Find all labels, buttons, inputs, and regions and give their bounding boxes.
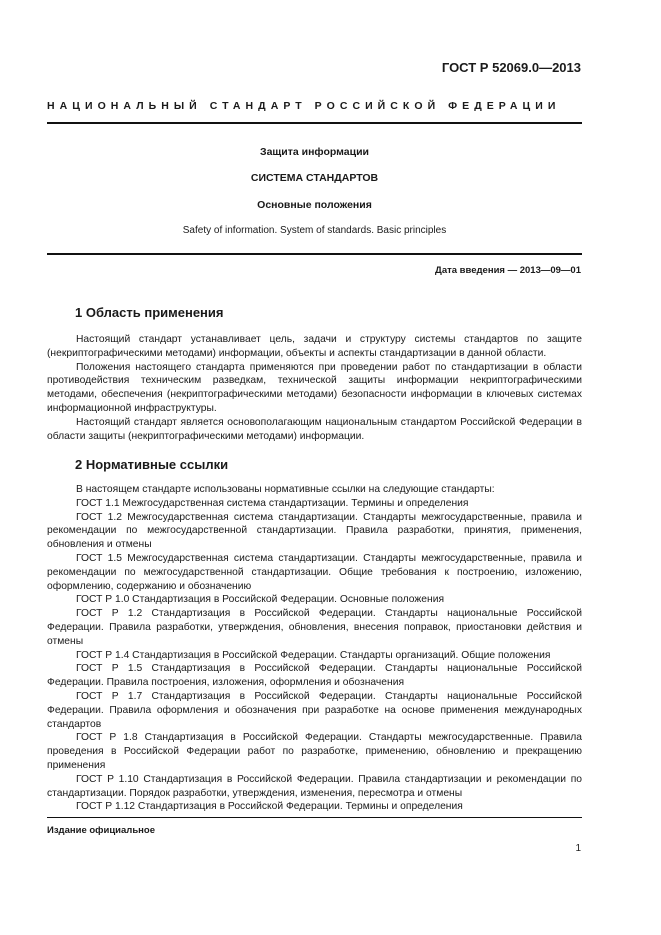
section-2-paragraph: В настоящем стандарте использованы нормативные ссылки на следующие стандарты:: [76, 484, 495, 495]
footer-divider: [47, 817, 582, 818]
reference-item: ГОСТ Р 1.12 Стандартизация в Российской Федерации. Термины и определения: [76, 801, 463, 813]
section-1-paragraph: Настоящий стандарт устанавливает цель, задачи и структуру системы стандартов по защите (некриптографическими методами) информации, объекты и аспекты стандартизации в данной области.: [47, 334, 582, 359]
title-line-2: СИСТЕМА СТАНДАРТОВ: [250, 172, 379, 184]
reference-item: ГОСТ Р 1.4 Стандартизация в Российской Федерации. Стандарты организаций. Общие положения: [76, 649, 551, 661]
section-1-body: [47, 333, 582, 443]
section-2-body: [47, 483, 582, 814]
reference-item: ГОСТ Р 1.2 Стандартизация в Российской Федерации. Стандарты национальные Российской Федерации. Правила разработки, утверждения, обновления, внесения поправок, приостановки действия и отмены: [47, 608, 582, 647]
standard-type-line: НАЦИОНАЛЬНЫЙ СТАНДАРТ РОССИЙСКОЙ ФЕДЕРАЦИИ: [47, 100, 561, 112]
reference-item: ГОСТ Р 1.0 Стандартизация в Российской Федерации. Основные положения: [76, 594, 445, 606]
reference-item: ГОСТ 1.2 Межгосударственная система стандартизации. Стандарты межгосударственные, правила и рекомендации по межгосударственной стандартизации. Правила разработки, принятия, применения, обновления и отмены: [47, 511, 582, 551]
title-line-3: Основные положения: [257, 199, 372, 211]
section-1-paragraph: Положения настоящего стандарта применяются при проведении работ по стандартизации в области противодействия техническим разведкам, технической защиты информации некриптографическими методами, обеспечения (некриптографическими методами) безопасности информации в ключевых системах информационной инфраструктуры.: [47, 361, 582, 414]
top-divider: [47, 122, 582, 124]
reference-item: ГОСТ 1.5 Межгосударственная система стандартизации. Стандарты межгосударственные, правила и рекомендации по межгосударственной стандартизации. Общие требования к построению, изложению, оформлению, содержанию и обозначению: [47, 552, 582, 592]
reference-item: ГОСТ Р 1.8 Стандартизация в Российской Федерации. Стандарты межгосударственные. Правила проведения в Российской Федерации работ по разработке, применению, обновлению и прекращению применения: [47, 732, 582, 771]
introduction-date: Дата введения — 2013—09—01: [435, 265, 581, 276]
edition-label: Издание официальное: [47, 825, 155, 836]
title-english: Safety of information. System of standards. Basic principles: [182, 225, 447, 236]
section-2-heading: 2 Нормативные ссылки: [75, 457, 229, 472]
section-1-heading: 1 Область применения: [75, 305, 224, 320]
reference-item: ГОСТ Р 1.7 Стандартизация в Российской Федерации. Стандарты национальные Российской Федерации. Правила оформления и обозначения при разработке на основе применения международных стандартов: [47, 690, 582, 730]
reference-item: ГОСТ Р 1.5 Стандартизация в Российской Федерации. Стандарты национальные Российской Федерации. Правила построения, изложения, оформления и обозначения: [47, 663, 582, 689]
reference-item: ГОСТ Р 1.10 Стандартизация в Российской Федерации. Правила стандартизации и рекомендации по стандартизации. Порядок разработки, утверждения, изменения, пересмотра и отмены: [47, 773, 582, 799]
section-1-paragraph: Настоящий стандарт является основополагающим национальным стандартом Российской Федерации в области защиты (некриптографическими методами) информации.: [47, 416, 582, 442]
page-number: 1: [575, 843, 581, 854]
standard-designation: ГОСТ Р 52069.0—2013: [441, 60, 581, 75]
title-line-1: Защита информации: [260, 146, 369, 158]
title-bottom-divider: [47, 253, 582, 255]
reference-item: ГОСТ 1.1 Межгосударственная система стандартизации. Термины и определения: [76, 497, 469, 509]
